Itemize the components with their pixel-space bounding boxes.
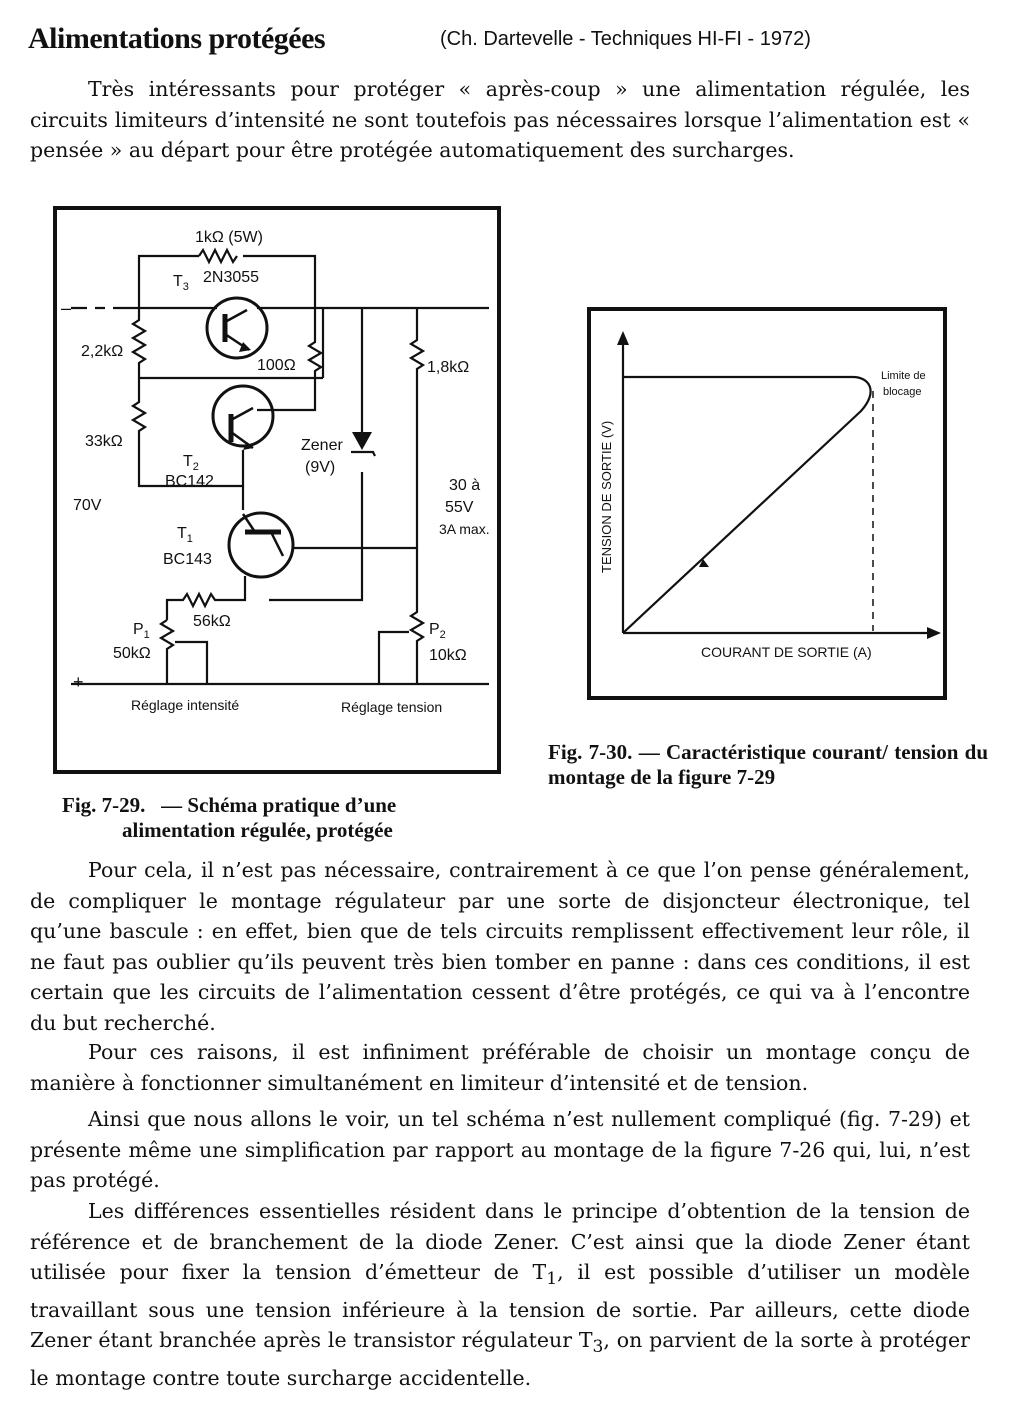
label-t3-name: $T_3$ — [173, 273, 189, 293]
label-zener-voltage: (9V) — [305, 459, 336, 476]
label-p2-name: $P_2$ — [429, 621, 446, 641]
characteristic-graph — [587, 307, 947, 700]
graph-limit-label-2: blocage — [883, 386, 922, 398]
label-r-100: 100Ω — [257, 357, 296, 374]
label-output-range-2: 55V — [445, 499, 474, 516]
label-p1-name: $P_1$ — [133, 621, 150, 641]
label-t3-model: 2N3055 — [203, 269, 260, 286]
label-r-18k: 1,8kΩ — [427, 359, 470, 376]
label-t2-name: $T_2$ — [183, 453, 199, 473]
paragraph-5: Les différences essentielles résident dans le principe d’obtention de la tension de référence et de branchement de la diode Zener. C’est ainsi que la diode Zener étant utilisée pour fixer la tension d’émetteur de $T_1$, il est possible d’utiliser un modèle travaillant sous une tension inférieure à la tension de sortie. Par ailleurs, cette diode Zener étant branchée après le transistor régulateur $T_3$, on parvient de la sorte à protéger le montage contre toute surcharge accidentelle. — [30, 1199, 970, 1390]
label-zener: Zener — [301, 437, 343, 454]
paragraph-3: Pour ces raisons, il est infiniment préférable de choisir un montage conçu de manière à fonctionner simultanément en limiteur d’intensité et de tension. — [30, 1040, 970, 1095]
label-voltage-adjust: Réglage tension — [341, 699, 443, 715]
page-title: Alimentations protégées — [28, 22, 326, 55]
graph-limit-label-1: Limite de — [881, 370, 926, 382]
label-r-top: 1kΩ (5W) — [195, 229, 263, 246]
graph-y-label: TENSION DE SORTIE (V) — [599, 420, 614, 573]
schematic-diagram — [57, 210, 497, 770]
graph-x-label: COURANT DE SORTIE (A) — [701, 644, 872, 660]
paragraph-4: Ainsi que nous allons le voir, un tel schéma n’est nullement compliqué (fig. 7-29) et présente même une simplification par rapport au montage de la figure 7-26 qui, lui, n’est pas protégé. — [30, 1107, 970, 1192]
label-plus: + — [73, 672, 84, 692]
label-t1-model: BC143 — [163, 551, 212, 568]
source-citation: (Ch. Dartevelle - Techniques HI-FI - 1972) — [440, 28, 811, 50]
label-p1-value: 50kΩ — [113, 645, 151, 662]
label-r-22k: 2,2kΩ — [81, 343, 124, 360]
label-output-current: 3A max. — [439, 521, 490, 537]
paragraph-2: Pour cela, il n’est pas nécessaire, contrairement à ce que l’on pense généralement, de compliquer le montage régulateur par une sorte de disjoncteur électronique, tel qu’une bascule : en effet, bien que de tels circuits remplissent effectivement leur rôle, il ne faut pas oublier qu’ils peuvent très bien tomber en panne : dans ces conditions, il est certain que les circuits de l’alimentation cessent d’être protégés, ce qui va à l’encontre du but recherché. — [30, 858, 970, 1035]
label-r-56k: 56kΩ — [193, 613, 231, 630]
label-output-range-1: 30 à — [449, 477, 481, 494]
figure-7-30-caption: Fig. 7-30. — Caractéristique courant/ tension du montage de la figure 7-29 — [548, 740, 989, 789]
figure-7-29-caption: Fig. 7-29. — Schéma pratique d’une alimentation régulée, protégée — [62, 793, 397, 842]
label-p2-value: 10kΩ — [429, 647, 467, 664]
label-t1-name: $T_1$ — [177, 525, 193, 545]
schematic-figure — [53, 206, 501, 774]
label-input-voltage: 70V — [73, 497, 102, 514]
label-r-33k: 33kΩ — [85, 433, 123, 450]
label-t2-model: BC142 — [165, 473, 214, 490]
label-minus: – — [61, 298, 72, 318]
label-current-adjust: Réglage intensité — [131, 697, 240, 713]
characteristic-graph-svg — [591, 311, 943, 696]
paragraph-intro: Très intéressants pour protéger « après-coup » une alimentation régulée, les circuits limiteurs d’intensité ne sont toutefois pas nécessaires lorsque l’alimentation est « pensée » au départ pour être protégée automatiquement des surcharges. — [30, 77, 970, 162]
